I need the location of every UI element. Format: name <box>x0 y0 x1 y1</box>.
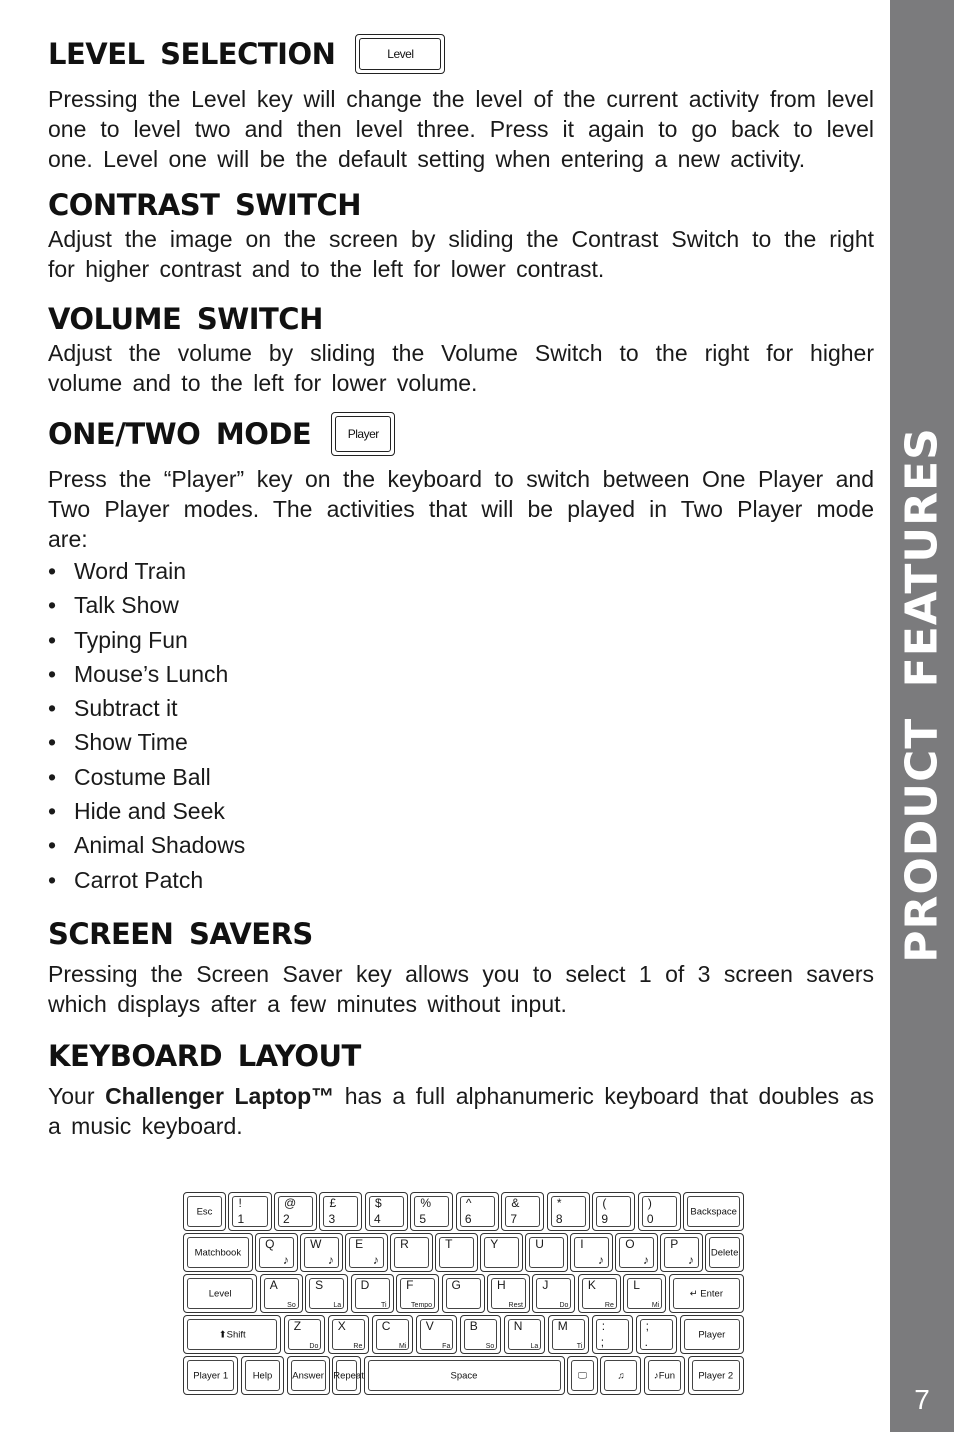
sidebar-title: PRODUCT FEATURES <box>896 427 948 963</box>
keyboard-key <box>241 1356 284 1395</box>
music-note-icon: ♪ <box>642 1253 649 1267</box>
keyboard-layout-body <box>48 1081 874 1141</box>
key-top-char: ( <box>602 1196 607 1210</box>
key-top-char: M <box>557 1319 568 1333</box>
key-bottom-char: 2 <box>282 1212 290 1226</box>
keyboard-key <box>410 1192 453 1231</box>
key-bottom-char: 5 <box>419 1212 427 1226</box>
keyboard-key <box>480 1233 523 1272</box>
keyboard-key <box>300 1233 343 1272</box>
keyboard-key <box>623 1274 666 1313</box>
keyboard-key <box>567 1356 598 1395</box>
key-bottom-char: 9 <box>601 1212 609 1226</box>
keyboard-key <box>228 1192 271 1231</box>
keyboard-key <box>305 1274 348 1313</box>
music-note-icon: ♪ <box>597 1253 604 1267</box>
keyboard-key <box>396 1274 439 1313</box>
key-note-label: Rest <box>508 1302 523 1309</box>
keyboard-key <box>688 1356 744 1395</box>
key-note-label: So <box>485 1343 495 1350</box>
activity-item: • Talk Show <box>48 588 874 622</box>
key-note-label: Tempo <box>411 1302 433 1309</box>
keyboard-key <box>183 1356 238 1395</box>
keyboard-key <box>328 1315 370 1354</box>
key-note-label: La <box>333 1302 342 1309</box>
key-top-char: ! <box>238 1196 242 1210</box>
key-bottom-char: 4 <box>373 1212 381 1226</box>
section-keyboard-layout <box>48 1039 874 1141</box>
key-top-char: ; <box>645 1319 650 1333</box>
keyboard-key <box>183 1315 281 1354</box>
key-top-char: N <box>513 1319 523 1333</box>
keyboard-key <box>548 1315 590 1354</box>
activity-item: • Carrot Patch <box>48 863 874 897</box>
key-bottom-char: 1 <box>237 1212 245 1226</box>
keyboard-key <box>183 1233 253 1272</box>
key-note-label: Re <box>353 1343 363 1350</box>
keyboard-key <box>570 1233 613 1272</box>
keyboard-key <box>638 1192 681 1231</box>
keyboard-key <box>547 1192 590 1231</box>
level-selection-body: Pressing the Level key will change the level of the current activity from level one to level two and then level three. Press it again to go back to level one. Level one will be the default setting when entering a new activity. <box>48 86 874 172</box>
keyboard-key <box>332 1356 364 1395</box>
keyboard-key <box>260 1274 303 1313</box>
contrast-switch-title: CONTRAST SWITCH <box>48 188 362 222</box>
key-top-char: J <box>542 1278 549 1292</box>
key-top-char: K <box>587 1278 596 1292</box>
level-selection-title: LEVEL SELECTION <box>48 37 336 71</box>
key-top-char: £ <box>329 1196 337 1210</box>
keyboard-key <box>578 1274 621 1313</box>
key-top-char: R <box>400 1237 409 1251</box>
music-note-icon: ♪ <box>372 1253 379 1267</box>
keyboard-key <box>636 1315 678 1354</box>
music-note-icon: ♪ <box>282 1253 289 1267</box>
keyboard-key <box>592 1192 635 1231</box>
keyboard-key <box>287 1356 330 1395</box>
key-label: Help <box>252 1370 273 1381</box>
level-key-label: Level <box>359 38 441 70</box>
key-top-char: * <box>556 1196 562 1210</box>
two-player-activity-list <box>48 554 874 897</box>
key-bottom-char: 8 <box>555 1212 563 1226</box>
key-label: Matchbook <box>194 1247 242 1258</box>
key-label: Esc <box>196 1206 213 1217</box>
keyboard-key <box>416 1315 458 1354</box>
key-top-char: G <box>451 1278 461 1292</box>
key-top-char: C <box>381 1319 391 1333</box>
keyboard-key <box>183 1192 226 1231</box>
keyboard-key <box>600 1356 641 1395</box>
body-text: Your <box>48 1082 106 1109</box>
keyboard-key <box>705 1233 744 1272</box>
key-label: Player <box>698 1329 726 1340</box>
key-label: Repeat <box>333 1370 364 1381</box>
keyboard-key <box>487 1274 530 1313</box>
keyboard-key <box>525 1233 568 1272</box>
keyboard-key <box>683 1192 744 1231</box>
activity-item: • Animal Shadows <box>48 828 874 862</box>
key-label: ↵ Enter <box>689 1288 724 1299</box>
key-top-char: % <box>420 1196 432 1210</box>
key-note-label: Do <box>559 1302 569 1309</box>
section-screen-savers <box>48 917 874 1019</box>
page-number: 7 <box>914 1384 930 1415</box>
level-key-icon <box>355 34 445 74</box>
key-label: ♫ <box>617 1370 625 1381</box>
key-bottom-char: 7 <box>510 1212 518 1226</box>
section-one-two-mode <box>48 412 874 897</box>
keyboard-key <box>660 1233 703 1272</box>
key-top-char: ) <box>647 1196 652 1210</box>
key-bottom-char: 0 <box>646 1212 654 1226</box>
key-top-char: T <box>445 1237 453 1251</box>
keyboard-key <box>680 1315 744 1354</box>
key-top-char: L <box>633 1278 640 1292</box>
section-volume-switch <box>48 302 874 398</box>
keyboard-key <box>365 1192 408 1231</box>
section-title <box>48 34 874 74</box>
keyboard-key <box>435 1233 478 1272</box>
keyboard-key <box>183 1274 257 1313</box>
key-note-label: La <box>530 1343 539 1350</box>
keyboard-key <box>319 1192 362 1231</box>
screen-savers-title: SCREEN SAVERS <box>48 916 313 951</box>
volume-switch-title: VOLUME SWITCH <box>48 302 323 336</box>
key-top-char: $ <box>374 1196 382 1210</box>
keyboard-key <box>615 1233 658 1272</box>
activity-item: • Mouse’s Lunch <box>48 657 874 691</box>
keyboard-key <box>372 1315 414 1354</box>
key-label: ⬆Shift <box>218 1329 246 1340</box>
key-note-label: Mi <box>651 1302 660 1309</box>
key-note-label: Fa <box>442 1343 451 1350</box>
key-top-char: I <box>580 1237 584 1251</box>
key-top-char: Z <box>293 1319 302 1333</box>
one-two-mode-title: ONE/TWO MODE <box>48 417 312 451</box>
activity-item: • Show Time <box>48 725 874 759</box>
keyboard-key <box>345 1233 388 1272</box>
key-top-char: D <box>360 1278 370 1292</box>
keyboard-key <box>351 1274 394 1313</box>
key-top-char: : <box>601 1319 606 1333</box>
key-label: Player 1 <box>193 1370 229 1381</box>
contrast-switch-body: Adjust the image on the screen by sliding the Contrast Switch to the right for higher contrast and to the left for lower contrast. <box>48 226 874 282</box>
section-contrast-switch <box>48 188 874 284</box>
key-bottom-char: ; <box>600 1335 605 1349</box>
activity-item: • Word Train <box>48 554 874 588</box>
key-top-char: B <box>469 1319 478 1333</box>
section-level-selection <box>48 34 874 174</box>
keyboard-key <box>255 1233 298 1272</box>
product-name: Challenger Laptop™ <box>105 1082 335 1109</box>
section-title <box>48 412 874 456</box>
keyboard-key <box>442 1274 485 1313</box>
player-key-label: Player <box>335 416 391 452</box>
keyboard-key <box>669 1274 744 1313</box>
key-note-label: Ti <box>576 1343 583 1350</box>
key-label: Backspace <box>690 1206 737 1217</box>
keyboard-key <box>390 1233 433 1272</box>
key-label: Space <box>450 1370 478 1381</box>
key-note-label: So <box>287 1302 296 1309</box>
activity-item: • Costume Ball <box>48 760 874 794</box>
music-note-icon: ♪ <box>687 1253 694 1267</box>
key-bottom-char: . <box>644 1335 649 1349</box>
key-label: ♪Fun <box>653 1370 676 1381</box>
activity-item: • Typing Fun <box>48 623 874 657</box>
key-top-char: Q <box>265 1237 275 1251</box>
key-top-char: P <box>670 1237 679 1251</box>
key-top-char: W <box>310 1237 322 1251</box>
key-note-label: Ti <box>381 1302 387 1309</box>
keyboard-key <box>274 1192 317 1231</box>
key-top-char: S <box>315 1278 324 1292</box>
keyboard-layout-title: KEYBOARD LAYOUT <box>48 1038 361 1073</box>
key-top-char: F <box>406 1278 414 1292</box>
screen-savers-body: Pressing the Screen Saver key allows you to select 1 of 3 screen savers which displays after a few minutes without input. <box>48 960 874 1017</box>
key-note-label: Re <box>604 1302 614 1309</box>
keyboard-key <box>456 1192 499 1231</box>
key-label: Answer <box>292 1370 324 1381</box>
key-label: 🖵 <box>577 1370 588 1381</box>
keyboard-key <box>592 1315 634 1354</box>
body-text: has a full alphanumeric keyboard that doubles as a music keyboard. <box>48 1082 874 1139</box>
key-label: Player 2 <box>698 1370 734 1381</box>
one-two-mode-body: Press the “Player” key on the keyboard to switch between One Player and Two Player modes. The activities that will be played in Two Player mode are: <box>48 466 874 552</box>
keyboard-key <box>284 1315 326 1354</box>
key-bottom-char: 3 <box>328 1212 336 1226</box>
keyboard-key <box>364 1356 565 1395</box>
keyboard-key <box>501 1192 544 1231</box>
key-note-label: Mi <box>398 1343 407 1350</box>
key-top-char: & <box>511 1196 520 1210</box>
key-bottom-char: 6 <box>464 1212 472 1226</box>
keyboard-key <box>532 1274 575 1313</box>
keyboard-key <box>504 1315 546 1354</box>
key-top-char: H <box>496 1278 506 1292</box>
key-top-char: U <box>535 1237 544 1251</box>
key-note-label: Do <box>309 1343 319 1350</box>
volume-switch-body: Adjust the volume by sliding the Volume Switch to the right for higher volume and to the left for lower volume. <box>48 340 874 396</box>
activity-item: • Hide and Seek <box>48 794 874 828</box>
key-top-char: @ <box>283 1196 297 1210</box>
key-top-char: V <box>425 1319 434 1333</box>
activity-item: • Subtract it <box>48 691 874 725</box>
key-label: Level <box>208 1288 232 1299</box>
keyboard-layout-diagram <box>183 1192 744 1396</box>
key-label: Delete <box>710 1247 739 1258</box>
key-top-char: A <box>269 1278 278 1292</box>
key-top-char: ^ <box>465 1196 472 1210</box>
key-top-char: X <box>337 1319 346 1333</box>
page-content <box>48 34 874 1159</box>
key-top-char: Y <box>490 1237 499 1251</box>
key-top-char: O <box>625 1237 635 1251</box>
keyboard-key <box>644 1356 685 1395</box>
music-note-icon: ♪ <box>327 1253 334 1267</box>
keyboard-key <box>460 1315 502 1354</box>
player-key-icon <box>331 412 395 456</box>
key-top-char: E <box>355 1237 364 1251</box>
